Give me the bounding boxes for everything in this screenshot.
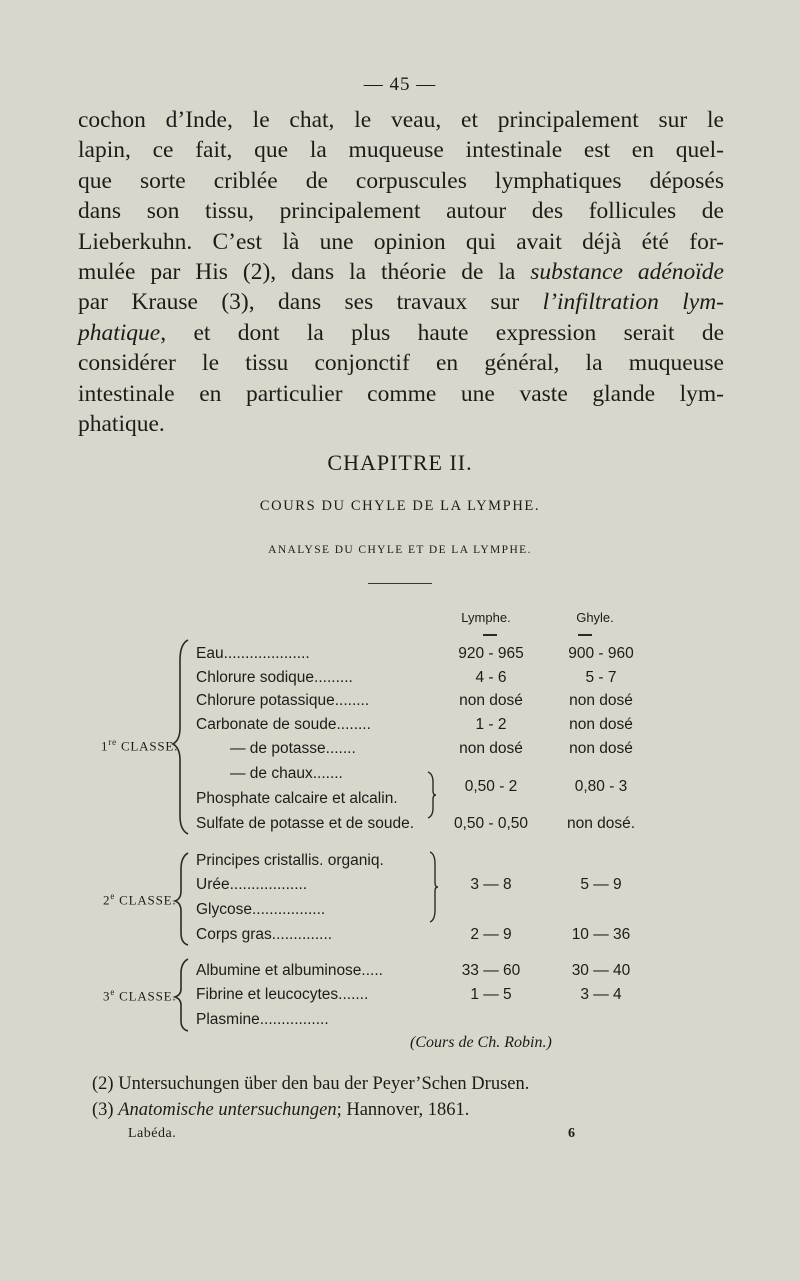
divider [368, 583, 432, 584]
footnote-2: (2) Untersuchungen über den bau der Peyer’Schen Drusen. [92, 1074, 530, 1094]
body-line: Lieberkuhn. C’est là une opinion qui avait déjà été for- [78, 228, 724, 255]
column-dash [578, 634, 592, 636]
italic-term: l’infiltration lym- [542, 289, 724, 316]
body-line: intestinale en particulier comme une vaste glande lym- [78, 380, 724, 407]
subsection-title: ANALYSE DU CHYLE ET DE LA LYMPHE. [268, 544, 532, 556]
column-header-lymphe: Lymphe. [461, 610, 511, 625]
chapter-title: CHAPITRE II. [327, 450, 473, 475]
merged-value-lymphe: 0,50 - 2 [464, 778, 518, 795]
italic-term: phatique [78, 319, 161, 346]
left-brace-class-1 [170, 636, 194, 836]
page-number: — 45 — [363, 74, 437, 95]
body-line: dans son tissu, principalement autour des follicules de [78, 198, 724, 225]
body-text: , et dont la plus haute expression serait de [160, 319, 724, 346]
body-text: par Krause (3), dans ses travaux sur [78, 289, 543, 316]
body-line: lapin, ce fait, que la muqueuse intestinale est en quel- [78, 137, 724, 164]
column-header-chyle: Ghyle. [576, 610, 614, 625]
body-line: que sorte criblée de corpuscules lymphatiques déposés [78, 167, 724, 194]
body-line [78, 318, 724, 348]
class-label-2: 2e CLASSE. [103, 891, 177, 908]
italic-term: substance adénoïde [530, 259, 724, 286]
body-line [78, 287, 724, 317]
body-line: phatique. [78, 411, 165, 438]
class-label-3: 3e CLASSE. [103, 987, 177, 1004]
column-dash [483, 634, 497, 636]
source-citation: (Cours de Ch. Robin.) [410, 1034, 552, 1051]
body-text: mulée par His (2), dans la théorie de la [78, 259, 531, 286]
section-title: COURS DU CHYLE DE LA LYMPHE. [259, 498, 541, 514]
body-line: considérer le tissu conjonctif en général, la muqueuse [78, 350, 724, 377]
left-brace-class-3 [172, 957, 194, 1033]
merged-value-chyle: 0,80 - 3 [574, 778, 628, 795]
body-line: cochon d’Inde, le chat, le veau, et principalement sur le [78, 107, 724, 133]
class-label-1: 1re CLASSE. [101, 737, 179, 754]
footnote-3: (3) Anatomische untersuchungen; Hannover, 1861. [92, 1100, 470, 1120]
body-line [78, 257, 724, 287]
sheet-number: 6 [568, 1126, 575, 1141]
signature-mark: Labéda. [128, 1126, 177, 1141]
left-brace-class-2 [172, 851, 194, 947]
body-paragraph [78, 105, 724, 439]
